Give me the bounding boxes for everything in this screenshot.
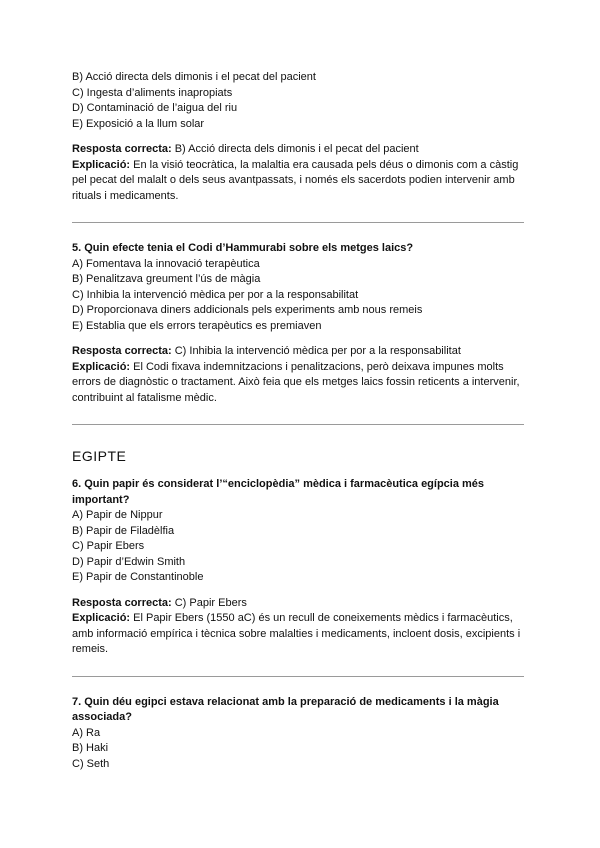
option-b: B) Penalitzava greument l’ús de màgia [72, 273, 261, 285]
section-title: EGIPTE [72, 448, 127, 464]
question-5-answer [72, 344, 528, 406]
option-e: E) Papir de Constantinoble [72, 571, 204, 583]
answer-label: Resposta correcta: [72, 596, 172, 609]
question-5-explanation [72, 360, 528, 407]
explanation-text: En la visió teocràtica, la malaltia era causada pels déus o dimonis com a càstig pel pecat del malalt o dels seus avantpassats, i només els sacerdots podien intervenir amb rituals i medicaments. [72, 158, 519, 202]
answer-value: B) Acció directa dels dimonis i el pecat del pacient [174, 143, 419, 155]
answer-value: C) Inhibia la intervenció mèdica per por a la responsabilitat [174, 345, 461, 357]
option-b: B) Acció directa dels dimonis i el pecat del pacient [72, 71, 316, 83]
explanation-label: Explicació: [72, 612, 131, 624]
option-d: D) Papir d’Edwin Smith [72, 555, 186, 568]
question-6-title: 6. Quin papir és considerat l’“enciclopèdia” mèdica i farmacèutica egípcia més important? [72, 478, 485, 506]
answer-label: Resposta correcta: [72, 143, 172, 155]
question-4-explanation [72, 158, 528, 205]
answer-label: Resposta correcta: [72, 345, 172, 357]
explanation-label: Explicació: [72, 360, 131, 373]
option-c: C) Ingesta d’aliments inapropiats [72, 86, 233, 99]
question-4-options [72, 70, 528, 132]
option-b: B) Haki [72, 742, 109, 754]
question-4-answer [72, 142, 528, 204]
option-d: D) Contaminació de l’aigua del riu [72, 102, 238, 114]
document-page [72, 70, 528, 772]
divider [72, 424, 524, 425]
divider [72, 676, 524, 677]
answer-value: C) Papir Ebers [174, 596, 247, 609]
question-7-title: 7. Quin déu egipci estava relacionat amb la preparació de medicaments i la màgia associada? [72, 695, 499, 723]
explanation-text: El Papir Ebers (1550 aC) és un recull de coneixements mèdics i farmacèutics, amb informació empírica i tècnica sobre malalties i medicaments, incloent dosis, excipients i remeis. [72, 612, 521, 655]
question-5-title: 5. Quin efecte tenia el Codi d’Hammurabi sobre els metges laics? [72, 242, 414, 254]
question-7-options [72, 726, 528, 773]
question-5-options [72, 257, 528, 335]
question-6-options [72, 508, 528, 586]
option-a: A) Fomentava la innovació terapèutica [72, 257, 260, 270]
option-a: A) Papir de Nippur [72, 509, 163, 521]
question-6-explanation [72, 611, 528, 658]
option-a: A) Ra [72, 726, 101, 739]
divider [72, 222, 524, 223]
question-6-answer [72, 596, 528, 658]
option-e: E) Exposició a la llum solar [72, 117, 205, 130]
option-e: E) Establia que els errors terapèutics es premiaven [72, 319, 322, 332]
option-c: C) Papir Ebers [72, 540, 145, 552]
explanation-text: El Codi fixava indemnitzacions i penalitzacions, però deixava impunes molts errors de diagnòstic o tractament. Això feia que els metges laics fossin reticents a intervenir, contribuint al fatalisme mèdic. [72, 360, 520, 404]
option-d: D) Proporcionava diners addicionals pels experiments amb nous remeis [72, 304, 423, 316]
option-c: C) Inhibia la intervenció mèdica per por a la responsabilitat [72, 288, 359, 301]
option-c: C) Seth [72, 757, 110, 770]
explanation-label: Explicació: [72, 158, 131, 171]
option-b: B) Papir de Filadèlfia [72, 524, 175, 537]
